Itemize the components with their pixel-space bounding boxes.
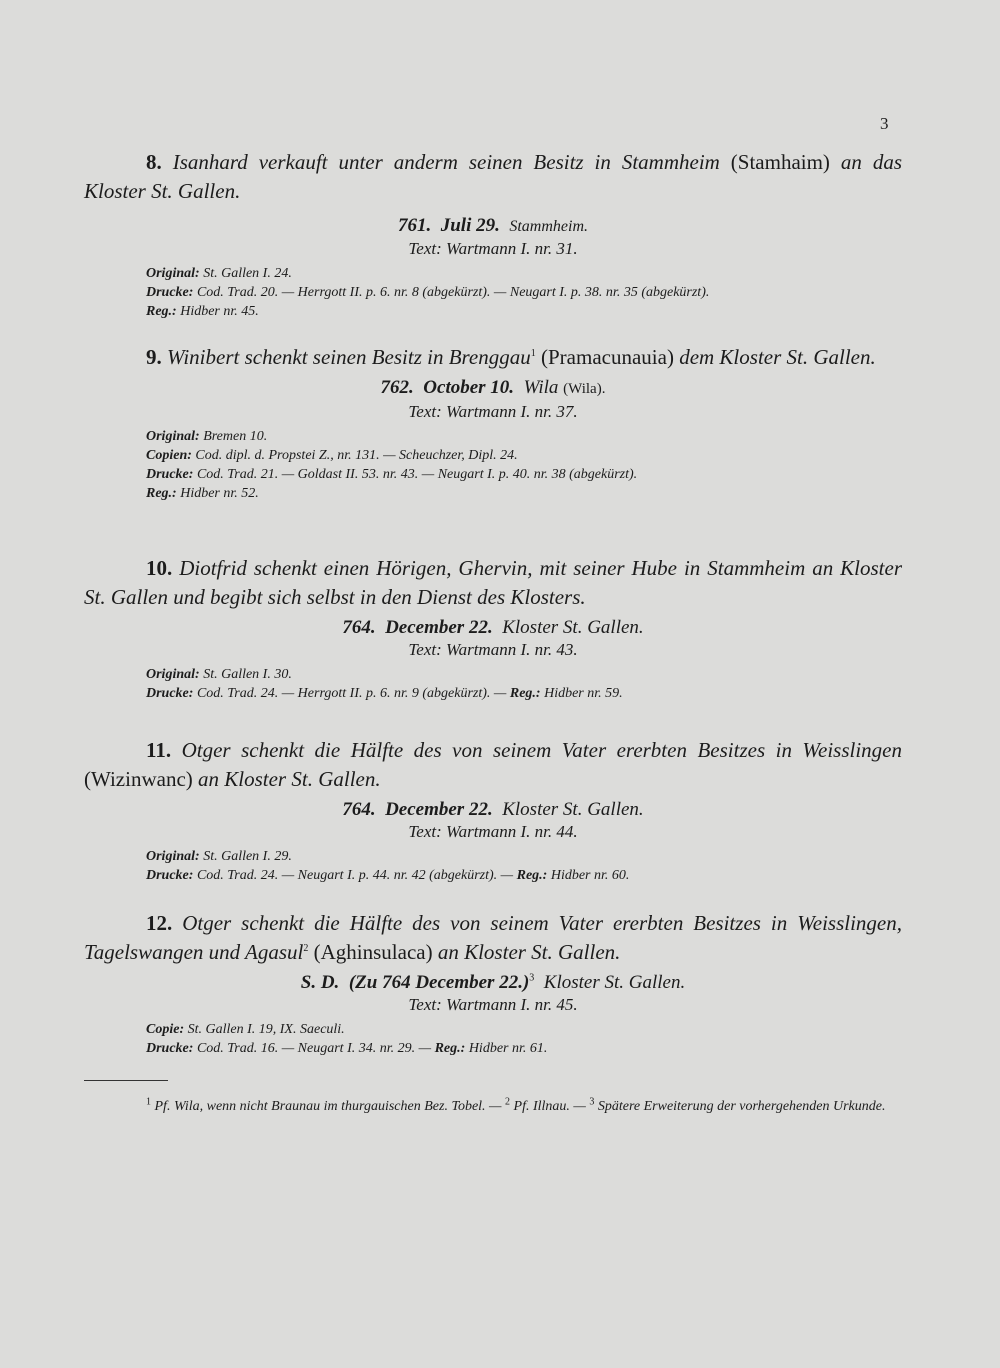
- entry-sources: [146, 264, 902, 321]
- footnote-ref: 3: [529, 972, 535, 984]
- source-line: Drucke: Cod. Trad. 16. — Neugart I. 34. nr. 29. — Reg.: Hidber nr. 61.: [146, 1041, 548, 1056]
- entry-sources: [146, 427, 902, 503]
- source-line: Drucke: Cod. Trad. 24. — Herrgott II. p. 6. nr. 9 (abgekürzt). — Reg.: Hidber nr. 59.: [146, 686, 623, 701]
- source-line: Copie: St. Gallen I. 19, IX. Saeculi.: [146, 1022, 345, 1037]
- entry-text-ref: Text: Wartmann I. nr. 45.: [408, 995, 578, 1014]
- entry-9: [84, 343, 902, 503]
- entry-number: 11.: [146, 738, 172, 762]
- entry-heading: 11. Otger schenkt die Hälfte des von seinem Vater ererbten Besitzes in Weisslingen (Wizinwanc) an Kloster St. Gallen.: [84, 738, 902, 791]
- entry-number: 10.: [146, 556, 173, 580]
- entry-text-ref: Text: Wartmann I. nr. 37.: [408, 402, 578, 421]
- footnote-ref: 1: [530, 348, 536, 359]
- source-line: Original: St. Gallen I. 24.: [146, 266, 292, 281]
- entry-heading: 12. Otger schenkt die Hälfte des von seinem Vater ererbten Besitzes in Weisslingen, Tagelswangen und Agasul$^2$ (Aghinsulaca) an Kloster St. Gallen.: [84, 911, 902, 964]
- entry-sources: [146, 1020, 902, 1058]
- entry-text-ref: Text: Wartmann I. nr. 44.: [408, 822, 578, 841]
- entry-12: [84, 909, 902, 1058]
- source-line: Original: St. Gallen I. 29.: [146, 849, 292, 864]
- source-line: Copien: Cod. dipl. d. Propstei Z., nr. 131. — Scheuchzer, Dipl. 24.: [146, 448, 518, 463]
- entry-number: 9.: [146, 345, 162, 369]
- page-number: 3: [880, 114, 889, 133]
- entry-sources: [146, 665, 902, 703]
- entry-text-ref: Text: Wartmann I. nr. 43.: [408, 640, 578, 659]
- source-line: Reg.: Hidber nr. 45.: [146, 304, 259, 319]
- entry-date: 762. October 10. Wila (Wila).: [380, 377, 606, 398]
- entry-number: 12.: [146, 911, 173, 935]
- entry-date: S. D. (Zu 764 December 22.)$^3$ Kloster St. Gallen.: [300, 972, 686, 993]
- source-line: Drucke: Cod. Trad. 21. — Goldast II. 53. nr. 43. — Neugart I. p. 40. nr. 38 (abgekürzt).: [146, 467, 638, 482]
- entry-heading: 9. Winibert schenkt seinen Besitz in Brenggau$^1$ (Pramacunauia) dem Kloster St. Gallen.: [146, 345, 876, 369]
- footnotes: $^1$ Pf. Wila, wenn nicht Braunau im thurgauischen Bez. Tobel. — $^2$ Pf. Illnau. — $^3$ Spätere Erweiterung der vorhergehenden Urkunde.: [146, 1096, 886, 1114]
- entry-heading: 10. Diotfrid schenkt einen Hörigen, Ghervin, mit seiner Hube in Stammheim an Kloster St. Gallen und begibt sich selbst in den Dienst des Klosters.: [84, 556, 903, 609]
- entry-heading: 8. Isanhard verkauft unter anderm seinen Besitz in Stammheim (Stamhaim) an das Kloster St. Gallen.: [84, 150, 903, 203]
- source-line: Drucke: Cod. Trad. 20. — Herrgott II. p. 6. nr. 8 (abgekürzt). — Neugart I. p. 38. nr. 35 (abgekürzt).: [146, 285, 710, 300]
- entry-11: [84, 736, 902, 885]
- source-line: Drucke: Cod. Trad. 24. — Neugart I. p. 44. nr. 42 (abgekürzt). — Reg.: Hidber nr. 60.: [146, 868, 630, 883]
- entry-text-ref: Text: Wartmann I. nr. 31.: [408, 239, 578, 258]
- footnote-divider: [84, 1080, 168, 1081]
- entry-number: 8.: [146, 150, 162, 174]
- entry-8: [84, 148, 902, 321]
- entry-sources: [146, 847, 902, 885]
- source-line: Reg.: Hidber nr. 52.: [146, 486, 259, 501]
- entry-date: 761. Juli 29. Stammheim.: [397, 215, 589, 236]
- entry-date: 764. December 22. Kloster St. Gallen.: [342, 799, 644, 820]
- entry-10: [84, 554, 902, 703]
- source-line: Original: St. Gallen I. 30.: [146, 667, 292, 682]
- entry-date: 764. December 22. Kloster St. Gallen.: [342, 617, 644, 638]
- footnote-ref: 2: [303, 943, 309, 954]
- source-line: Original: Bremen 10.: [146, 429, 268, 444]
